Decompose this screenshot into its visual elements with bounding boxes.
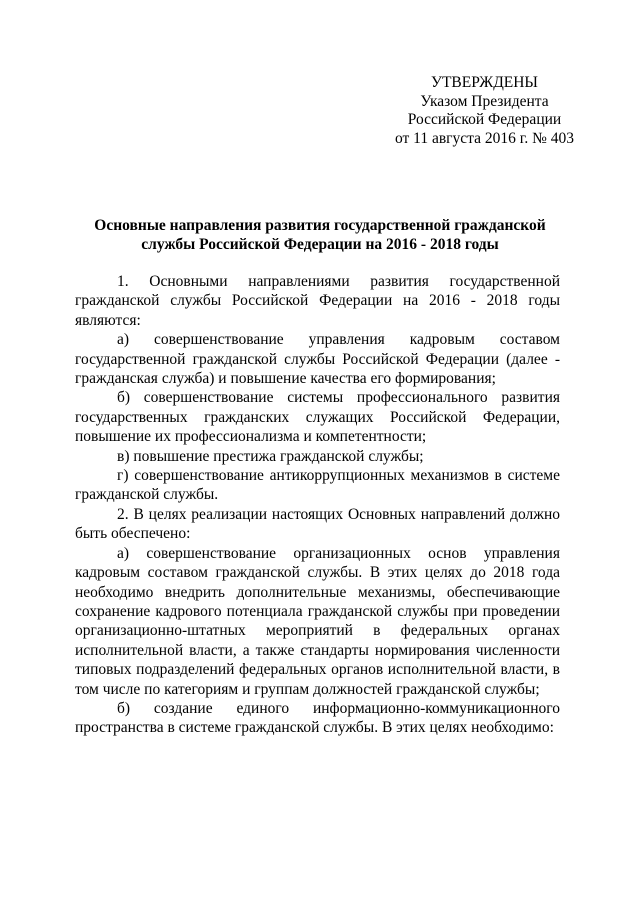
approval-date-number: от 11 августа 2016 г. № 403 [394, 129, 574, 147]
paragraph-1: 1. Основными направлениями развития государственной гражданской службы Российской Федерации на 2016 - 2018 годы являются: [75, 273, 560, 329]
title-line-1: Основные направления развития государственной гражданской [94, 217, 546, 234]
paragraph-1a: а) совершенствование управления кадровым составом государственной гражданской службы Российской Федерации (далее - гражданская служба) и повышение качества его формирования; [75, 331, 560, 388]
document-body [75, 272, 560, 738]
document-title [60, 216, 580, 254]
paragraph-2b: б) создание единого информационно-коммуникационного пространства в системе гражданской службы. В этих целях необходимо: [75, 699, 560, 737]
approval-authority: Указом Президента [420, 92, 549, 110]
approval-heading: УТВЕРЖДЕНЫ [430, 74, 538, 91]
paragraph-1b: б) совершенствование системы профессионального развития государственных гражданских служащих Российской Федерации, повышение их профессионализма и компетентности; [75, 389, 560, 446]
paragraph-2: 2. В целях реализации настоящих Основных направлений должно быть обеспечено: [75, 505, 560, 543]
title-line-2: службы Российской Федерации на 2016 - 2018 годы [141, 236, 499, 253]
approval-block [395, 74, 574, 148]
paragraph-2a: а) совершенствование организационных основ управления кадровым составом гражданской службы. В этих целях до 2018 года необходимо внедрить дополнительные механизмы, обеспечивающие сохранение кадрового потенциала гражданской службы при проведении организационно-штатных мероприятий в федеральных органах исполнительной власти, а также стандарты нормирования численности типовых подразделений федеральных органов исполнительной власти, в том числе по категориям и группам должностей гражданской службы; [75, 544, 560, 698]
paragraph-1v: в) повышение престижа гражданской службы; [117, 447, 424, 465]
approval-country: Российской Федерации [407, 111, 562, 128]
paragraph-1g: г) совершенствование антикоррупционных механизмов в системе гражданской службы. [75, 467, 560, 504]
